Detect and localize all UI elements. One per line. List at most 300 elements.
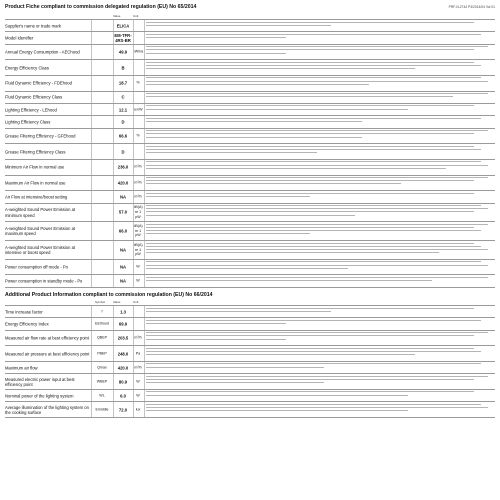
column-divider [91,45,92,60]
table-row [5,401,495,418]
column-divider [113,176,114,191]
column-divider [144,144,145,159]
parameter-symbol: f [101,309,103,314]
parameter-unit: lux/W [133,107,143,112]
parameter-unit: m³/h [134,365,142,370]
parameter-label: Power consumption off mode - Po [5,264,69,270]
parameter-label: Average illumination of the lighting system on the cooking surface [5,404,89,415]
fine-print-line [146,261,481,262]
fine-print-line [146,22,474,23]
parameter-value: NA [119,247,127,253]
table-row [5,274,495,287]
column-divider [91,129,92,144]
parameter-value: 72.0 [118,407,128,413]
table-row [5,44,495,60]
parameter-value: 18.7 [118,80,128,86]
table-row [5,203,495,222]
parameter-unit: m³/h [134,180,142,185]
fine-print-line [146,410,408,411]
fine-print-line [146,227,474,228]
parameter-unit: lux [135,407,141,412]
parameter-label: Time increase factor [5,309,43,315]
column-divider [113,260,114,275]
parameter-label: Minimum Air Flow in normal use [5,164,65,170]
fine-print-line [146,224,488,225]
fine-print-line [146,25,331,26]
column-divider [113,275,114,286]
additional-info-table [5,300,495,418]
column-divider [133,60,134,75]
fine-print-line [146,243,474,244]
parameter-value: 6.0 [120,393,126,399]
column-divider [113,20,114,31]
parameter-symbol: QBEP [97,335,107,340]
column-divider [144,402,145,417]
parameter-label: Energy Efficiency Class [5,65,49,71]
parameter-label: A-weighted Sound Power Emission at intensive or boost speed [5,244,76,255]
fine-print-line [146,249,488,250]
fine-print-notes [146,320,495,328]
fine-print-line [146,77,481,78]
fine-print-line [146,233,310,234]
column-header-value: Value [113,300,121,304]
fine-print-line [146,208,488,209]
fine-print-notes [146,177,495,189]
parameter-value: 66.0 [118,228,128,234]
fine-print-line [146,118,481,119]
column-divider [91,275,92,286]
column-divider [91,390,92,401]
column-divider [133,346,134,361]
column-divider [133,191,134,202]
parameter-value: B [121,65,125,71]
column-divider [113,241,114,259]
fine-print-notes [146,22,495,30]
parameter-value: 49.9 [118,49,128,55]
column-divider [91,32,92,43]
column-divider [144,204,145,222]
parameter-label: Measured air pressure at best efficiency point [5,351,90,357]
parameter-value: ELICA [116,23,130,29]
column-divider [91,60,92,75]
parameter-label: Lighting Efficiency - LEhood [5,107,57,113]
parameter-symbol: Emiddle [95,407,109,412]
parameter-value: 66.6 [118,133,128,139]
parameter-value: 420.0 [117,365,129,371]
column-divider [91,76,92,91]
parameter-unit: % [136,133,140,138]
parameter-label: Fluid Dynamic Efficiency - FDEhood [5,80,72,86]
fine-print-line [146,165,488,166]
fine-print-line [146,196,310,197]
table-row [5,221,495,240]
parameter-unit: % [136,80,140,85]
column-divider [133,204,134,222]
column-divider [91,191,92,202]
parameter-label: Annual Energy Consumption - AEChood [5,49,80,55]
column-divider [144,222,145,240]
parameter-value: 1.3 [120,309,126,315]
fine-print-line [146,177,488,178]
fine-print-line [146,308,474,309]
fine-print-notes [146,130,495,142]
fine-print-line [146,34,481,35]
table-row [5,345,495,361]
column-divider [113,60,114,75]
fine-print-notes [146,34,495,42]
column-divider [133,20,134,31]
parameter-unit: W [136,379,140,384]
column-divider [133,362,134,373]
parameter-label: Measured electric power input at best efficiency point [5,376,75,387]
column-divider [91,306,92,317]
parameter-label: Fluid Dynamic Efficiency Class [5,94,63,100]
parameter-unit: W [136,393,140,398]
fiche-title: Product Fiche compliant to commission delegated regulation (EU) No 65/2014 [5,4,197,10]
column-divider [144,275,145,286]
fine-print-line [146,230,481,231]
column-divider [133,402,134,417]
column-divider [144,176,145,191]
fine-print-notes [146,77,495,89]
column-divider [113,402,114,417]
fine-print-line [146,109,408,110]
fine-print-notes [146,332,495,344]
parameter-value: 80.9 [118,379,128,385]
fine-print-line [146,382,324,383]
column-divider [133,241,134,259]
column-divider [113,191,114,202]
fine-print-line [146,379,474,380]
column-divider [91,402,92,417]
fine-print-line [146,252,439,253]
column-divider [133,116,134,127]
fine-print-notes [146,308,495,316]
column-divider [91,204,92,222]
column-divider [133,32,134,43]
parameter-unit: m³/h [134,335,142,340]
fine-print-line [146,363,481,364]
parameter-value: 57.0 [118,209,128,215]
parameter-symbol: WBEP [96,379,108,384]
parameter-label: Grease Filtering Efficiency Class [5,149,66,155]
column-divider [144,362,145,373]
fine-print-line [146,193,474,194]
fine-print-line [146,395,408,396]
column-divider [113,45,114,60]
fine-print-notes [146,118,495,126]
table-row [5,330,495,346]
column-divider [91,222,92,240]
column-divider [144,32,145,43]
fine-print-notes [146,146,495,158]
document-reference: PRF-N-2744 P3/2014/04 Vol 01 [448,4,495,9]
column-header-symbol: Symbol [95,300,106,304]
table-row [5,159,495,175]
column-divider [144,60,145,75]
column-divider [91,260,92,275]
parameter-value: C [121,94,125,100]
column-divider [91,331,92,346]
column-divider [113,160,114,175]
column-divider [113,92,114,103]
fine-print-line [146,137,362,138]
column-divider [144,116,145,127]
parameter-label: Energy Efficiency Index [5,321,49,327]
table-row [5,361,495,373]
fine-print-line [146,62,474,63]
fine-print-line [146,81,488,82]
column-divider [133,45,134,60]
fine-print-line [146,146,474,147]
column-divider [91,241,92,259]
table-row [5,31,495,43]
fine-print-line [146,332,488,333]
table-row [5,75,495,91]
column-divider [144,92,145,103]
parameter-label: Maximum Air Flow in normal use [5,180,66,186]
column-divider [91,362,92,373]
column-divider [144,20,145,31]
fine-print-line [146,46,488,47]
column-divider [113,374,114,389]
column-divider [113,104,114,115]
table-row [5,305,495,317]
fine-print-line [146,96,453,97]
column-divider [113,116,114,127]
fine-print-notes [146,363,495,371]
fine-print-line [146,268,348,269]
table-row [5,259,495,275]
fine-print-notes [146,391,495,399]
fine-print-line [146,180,474,181]
column-divider [133,306,134,317]
parameter-value: NA [119,264,127,270]
parameter-symbol: WL [99,393,105,398]
column-divider [113,362,114,373]
parameter-label: Maximum air flow [5,365,38,371]
fine-print-notes [146,277,495,285]
parameter-unit: W [136,264,140,269]
fine-print-line [146,130,488,131]
parameter-label: Nominal power of the lighting system [5,393,74,399]
additional-info-title: Additional Product Information compliant to commission regulation (EU) No 66/2014 [5,292,213,298]
parameter-unit: m³/h [134,164,142,169]
parameter-value: 69.9 [118,321,128,327]
column-divider [113,76,114,91]
column-divider [144,306,145,317]
fine-print-line [146,149,481,150]
fine-print-line [146,211,474,212]
parameter-label: A-weighted Sound Power Emission at maximum speed [5,225,76,237]
column-divider [91,318,92,329]
column-divider [133,318,134,329]
fine-print-line [146,215,355,216]
column-divider [133,144,134,159]
table-row [5,373,495,389]
column-divider [144,104,145,115]
parameter-label: Model identifier [5,35,34,41]
column-divider [133,390,134,401]
parameter-unit: m³/h [134,194,142,199]
table-row [5,240,495,259]
fine-print-notes [146,62,495,74]
table-row [5,59,495,75]
parameter-label: Lighting Efficiency Class [5,119,51,125]
table-row [5,128,495,144]
column-divider [113,390,114,401]
column-divider [91,116,92,127]
parameter-unit: Pa [135,351,141,356]
parameter-value: 248.0 [117,351,129,357]
parameter-value: D [121,119,125,125]
column-divider [144,76,145,91]
column-divider [113,222,114,240]
parameter-unit: dB(A) re 1 pW [133,243,143,257]
fine-print-line [146,367,324,368]
fine-print-notes [146,224,495,239]
fine-print-notes [146,243,495,258]
parameter-value: 12.1 [118,107,128,113]
column-divider [133,374,134,389]
column-divider [91,374,92,389]
parameter-label: Air Flow at intensive/boost setting [5,194,68,200]
column-divider [144,241,145,259]
fine-print-notes [146,348,495,360]
column-divider [113,346,114,361]
column-divider [133,92,134,103]
column-divider [113,204,114,222]
column-divider [133,275,134,286]
fine-print-line [146,351,481,352]
parameter-value: 203.5 [117,335,129,341]
column-divider [144,160,145,175]
column-header-value: Value [113,14,121,18]
fine-print-notes [146,93,495,101]
column-divider [144,45,145,60]
parameter-value: D [121,149,125,155]
table-row [5,190,495,202]
column-divider [144,318,145,329]
fine-print-line [146,68,415,69]
column-divider [144,129,145,144]
column-divider [133,104,134,115]
column-divider [91,92,92,103]
column-header-unit: Unit [133,14,139,18]
fine-print-notes [146,46,495,58]
fine-print-line [146,320,481,321]
parameter-value: 236.0 [117,164,129,170]
column-divider [133,160,134,175]
fine-print-notes [146,105,495,113]
fine-print-line [146,323,286,324]
table-row [5,317,495,329]
fine-print-notes [146,161,495,173]
fine-print-line [146,246,481,247]
fine-print-line [146,161,481,162]
fine-print-line [146,168,446,169]
column-divider [144,260,145,275]
table-row [5,19,495,31]
parameter-label: Measured air flow rate at best efficiency point [5,335,89,341]
fine-print-line [146,376,488,377]
parameter-symbol: PBEP [97,351,107,356]
column-divider [91,104,92,115]
parameter-label: Power consumption in standby mode - Ps [5,278,83,284]
column-divider [91,20,92,31]
column-divider [113,318,114,329]
fine-print-line [146,335,474,336]
fine-print-notes [146,193,495,201]
column-header-unit: Unit [133,300,139,304]
column-divider [144,331,145,346]
fine-print-line [146,277,488,278]
column-divider [133,260,134,275]
column-divider [133,76,134,91]
fine-print-line [146,37,286,38]
parameter-unit: kWh/a [133,49,144,54]
parameter-unit: dB(A) re 1 pW [133,224,143,238]
fine-print-line [146,183,401,184]
fine-print-line [146,280,432,281]
fine-print-line [146,105,474,106]
table-row [5,115,495,127]
column-divider [133,222,134,240]
column-divider [144,191,145,202]
fine-print-line [146,265,488,266]
fine-print-line [146,391,474,392]
column-divider [91,176,92,191]
column-divider [113,306,114,317]
column-divider [113,331,114,346]
column-divider [91,144,92,159]
fine-print-line [146,348,474,349]
column-divider [133,176,134,191]
fine-print-line [146,133,474,134]
column-divider [133,129,134,144]
parameter-value: EM-TFR-4RS-BR [114,32,132,44]
parameter-value: 420.0 [117,180,129,186]
parameter-value: NA [119,278,127,284]
table-row [5,143,495,159]
fine-print-notes [146,205,495,220]
parameter-symbol: Qmax [97,365,107,370]
fine-print-line [146,339,286,340]
fine-print-line [146,152,317,153]
fine-print-line [146,53,286,54]
fine-print-line [146,205,481,206]
fine-print-line [146,49,474,50]
fine-print-line [146,93,488,94]
column-divider [113,32,114,43]
column-divider [113,144,114,159]
fine-print-notes [146,404,495,416]
parameter-unit: W [136,278,140,283]
column-divider [144,374,145,389]
fine-print-notes [146,261,495,273]
parameter-unit: dB(A) re 1 pW [133,205,143,219]
fine-print-line [146,65,481,66]
column-divider [91,346,92,361]
fine-print-notes [146,376,495,388]
column-divider [113,129,114,144]
fine-print-line [146,354,415,355]
product-fiche-table [5,14,495,288]
parameter-label: A-weighted Sound Power Emission at minimum speed [5,207,76,218]
parameter-label: Supplier's name or trade mark [5,23,61,29]
table-row [5,91,495,103]
column-divider [133,331,134,346]
